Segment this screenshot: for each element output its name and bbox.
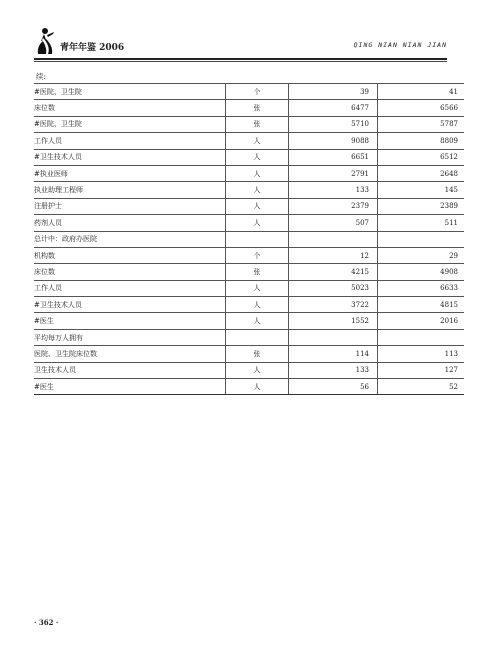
- row-value-2006: 8809: [378, 133, 465, 149]
- row-item-label: 执业助理工程师: [34, 182, 226, 198]
- row-unit: 人: [226, 362, 289, 378]
- row-value-2006: 145: [378, 182, 465, 198]
- row-item-label: 床位数: [34, 100, 226, 116]
- page-header: [34, 26, 447, 56]
- row-unit: 个: [226, 247, 289, 263]
- row-value-2005: 133: [289, 362, 378, 378]
- row-value-2006: 127: [378, 362, 465, 378]
- table-row: [34, 379, 464, 395]
- row-unit: 人: [226, 149, 289, 165]
- row-unit: 张: [226, 116, 289, 132]
- table-row: [34, 133, 464, 149]
- row-value-2006: 511: [378, 215, 465, 231]
- row-unit: 个: [226, 84, 289, 100]
- table-row: [34, 329, 464, 345]
- row-unit: 人: [226, 215, 289, 231]
- row-value-2006: 6512: [378, 149, 465, 165]
- row-item-label: #医生: [34, 379, 226, 395]
- table-row: [34, 116, 464, 132]
- row-value-2006: 4908: [378, 264, 465, 280]
- row-value-2005: [289, 231, 378, 247]
- row-item-label: 平均每万人拥有: [34, 329, 226, 345]
- table-row: [34, 100, 464, 116]
- row-unit: [226, 329, 289, 345]
- row-value-2006: 52: [378, 379, 465, 395]
- table-row: [34, 247, 464, 263]
- header-rule-thin: [34, 61, 447, 62]
- table-row: [34, 264, 464, 280]
- row-unit: [226, 231, 289, 247]
- row-unit: 张: [226, 264, 289, 280]
- table-row: [34, 149, 464, 165]
- row-unit: 人: [226, 198, 289, 214]
- row-value-2006: 2648: [378, 165, 465, 181]
- row-value-2006: 2016: [378, 313, 465, 329]
- row-unit: 人: [226, 165, 289, 181]
- row-unit: 人: [226, 313, 289, 329]
- row-value-2005: 39: [289, 84, 378, 100]
- row-item-label: #执业医师: [34, 165, 226, 181]
- row-item-label: 工作人员: [34, 133, 226, 149]
- row-value-2005: 6651: [289, 149, 378, 165]
- row-item-label: #卫生技术人员: [34, 149, 226, 165]
- row-unit: 人: [226, 182, 289, 198]
- row-value-2005: 2379: [289, 198, 378, 214]
- table-row: [34, 198, 464, 214]
- row-value-2006: [378, 329, 465, 345]
- row-value-2005: 9088: [289, 133, 378, 149]
- book-title: 青年年鉴 2006: [60, 43, 125, 53]
- dancer-logo-icon: [34, 26, 58, 56]
- row-item-label: 机构数: [34, 247, 226, 263]
- row-item-label: 注册护士: [34, 198, 226, 214]
- row-unit: 人: [226, 280, 289, 296]
- row-unit: 人: [226, 297, 289, 313]
- table-row: [34, 165, 464, 181]
- row-item-label: 药剂人员: [34, 215, 226, 231]
- table-row: [34, 280, 464, 296]
- row-value-2005: [289, 329, 378, 345]
- row-value-2005: 2791: [289, 165, 378, 181]
- table-row: [34, 84, 464, 100]
- row-value-2006: 6566: [378, 100, 465, 116]
- table-row: [34, 346, 464, 362]
- row-value-2006: 41: [378, 84, 465, 100]
- row-value-2005: 3722: [289, 297, 378, 313]
- row-value-2005: 12: [289, 247, 378, 263]
- row-value-2005: 507: [289, 215, 378, 231]
- row-value-2005: 133: [289, 182, 378, 198]
- table-row: [34, 215, 464, 231]
- table-row: [34, 313, 464, 329]
- row-unit: 张: [226, 100, 289, 116]
- table-row: [34, 182, 464, 198]
- continued-label: 续:: [36, 72, 47, 81]
- row-unit: 人: [226, 133, 289, 149]
- row-value-2006: 2389: [378, 198, 465, 214]
- row-value-2006: 29: [378, 247, 465, 263]
- row-item-label: 总计中：政府办医院: [34, 231, 226, 247]
- table-row: [34, 362, 464, 378]
- row-value-2005: 4215: [289, 264, 378, 280]
- row-unit: 张: [226, 346, 289, 362]
- row-value-2005: 114: [289, 346, 378, 362]
- row-item-label: 工作人员: [34, 280, 226, 296]
- row-value-2006: 113: [378, 346, 465, 362]
- row-value-2005: 6477: [289, 100, 378, 116]
- row-item-label: #医院、卫生院: [34, 116, 226, 132]
- row-value-2006: 5787: [378, 116, 465, 132]
- table-row: [34, 297, 464, 313]
- row-item-label: #卫生技术人员: [34, 297, 226, 313]
- book-title-pinyin: QING NIAN NIAN JIAN: [353, 41, 447, 49]
- row-item-label: #医生: [34, 313, 226, 329]
- row-item-label: #医院、卫生院: [34, 84, 226, 100]
- row-value-2006: 4815: [378, 297, 465, 313]
- statistics-table: [34, 83, 464, 395]
- row-item-label: 卫生技术人员: [34, 362, 226, 378]
- row-item-label: 床位数: [34, 264, 226, 280]
- row-value-2005: 1552: [289, 313, 378, 329]
- row-value-2006: [378, 231, 465, 247]
- row-value-2006: 6633: [378, 280, 465, 296]
- row-value-2005: 5710: [289, 116, 378, 132]
- table-row: [34, 231, 464, 247]
- row-unit: 人: [226, 379, 289, 395]
- row-value-2005: 56: [289, 379, 378, 395]
- page-number: · 362 ·: [34, 618, 59, 627]
- row-item-label: 医院、卫生院床位数: [34, 346, 226, 362]
- header-rule-thick: [34, 58, 447, 60]
- row-value-2005: 5023: [289, 280, 378, 296]
